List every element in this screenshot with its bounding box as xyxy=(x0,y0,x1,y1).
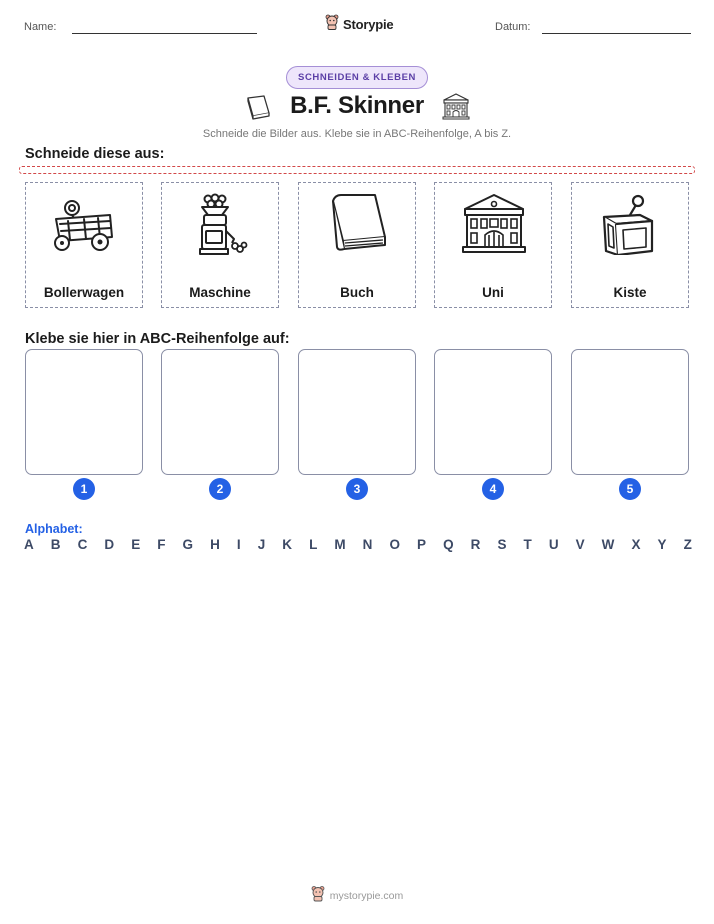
name-label: Name: xyxy=(24,21,57,33)
slot-number: 1 xyxy=(73,478,95,500)
letter: U xyxy=(548,537,559,552)
footer-url[interactable]: mystorypie.com xyxy=(329,890,404,902)
letter: E xyxy=(131,537,141,552)
storypie-mascot-icon xyxy=(311,885,325,907)
cut-card-maschine[interactable] xyxy=(161,182,279,308)
letter: H xyxy=(210,537,220,552)
slot-number: 5 xyxy=(619,478,641,500)
letter: F xyxy=(157,537,166,552)
alphabet-letters xyxy=(24,537,692,552)
letter: C xyxy=(77,537,88,552)
storypie-mascot-icon xyxy=(325,14,339,35)
letter: T xyxy=(523,537,532,552)
letter: N xyxy=(362,537,373,552)
slot-number: 2 xyxy=(209,478,231,500)
letter: V xyxy=(575,537,585,552)
letter: M xyxy=(334,537,346,552)
slot-number: 3 xyxy=(346,478,368,500)
letter: Z xyxy=(683,537,692,552)
letter: I xyxy=(236,537,241,552)
letter: Q xyxy=(443,537,454,552)
date-line xyxy=(542,33,691,34)
alphabet-title: Alphabet: xyxy=(25,522,83,536)
cut-card-uni[interactable] xyxy=(434,182,552,308)
date-label: Datum: xyxy=(495,21,531,33)
paste-heading: Klebe sie hier in ABC-Reihenfolge auf: xyxy=(25,331,290,347)
slot-number: 4 xyxy=(482,478,504,500)
card-label: Buch xyxy=(340,285,374,300)
card-label: Uni xyxy=(482,285,504,300)
cut-heading: Schneide diese aus: xyxy=(25,146,165,162)
name-line xyxy=(72,33,257,34)
letter: G xyxy=(182,537,194,552)
paste-slot[interactable] xyxy=(434,349,552,475)
cut-card-buch[interactable] xyxy=(298,182,416,308)
letter: R xyxy=(470,537,481,552)
letter: Y xyxy=(657,537,667,552)
university-icon xyxy=(441,92,471,125)
letter: L xyxy=(309,537,318,552)
instructions: Schneide die Bilder aus. Klebe sie in ABC-Reihenfolge, A bis Z. xyxy=(202,128,512,140)
letter: O xyxy=(389,537,400,552)
paste-slot[interactable] xyxy=(161,349,279,475)
letter: A xyxy=(24,537,34,552)
footer xyxy=(0,885,714,907)
cut-line xyxy=(19,166,695,174)
paste-slot[interactable] xyxy=(571,349,689,475)
brand-logo xyxy=(325,14,393,35)
letter: B xyxy=(50,537,61,552)
letter: P xyxy=(417,537,427,552)
letter: X xyxy=(631,537,641,552)
paste-slot[interactable] xyxy=(25,349,143,475)
letter: D xyxy=(104,537,115,552)
activity-badge: SCHNEIDEN & KLEBEN xyxy=(286,66,428,89)
card-label: Bollerwagen xyxy=(43,285,125,300)
card-label: Maschine xyxy=(189,285,251,300)
letter: W xyxy=(601,537,615,552)
page-title: B.F. Skinner xyxy=(290,92,424,119)
cut-card-kiste[interactable] xyxy=(571,182,689,308)
paste-slot[interactable] xyxy=(298,349,416,475)
cut-card-bollerwagen[interactable] xyxy=(25,182,143,308)
letter: K xyxy=(282,537,293,552)
brand-name: Storypie xyxy=(343,17,394,32)
letter: S xyxy=(497,537,507,552)
letter: J xyxy=(257,537,266,552)
card-label: Kiste xyxy=(613,285,647,300)
